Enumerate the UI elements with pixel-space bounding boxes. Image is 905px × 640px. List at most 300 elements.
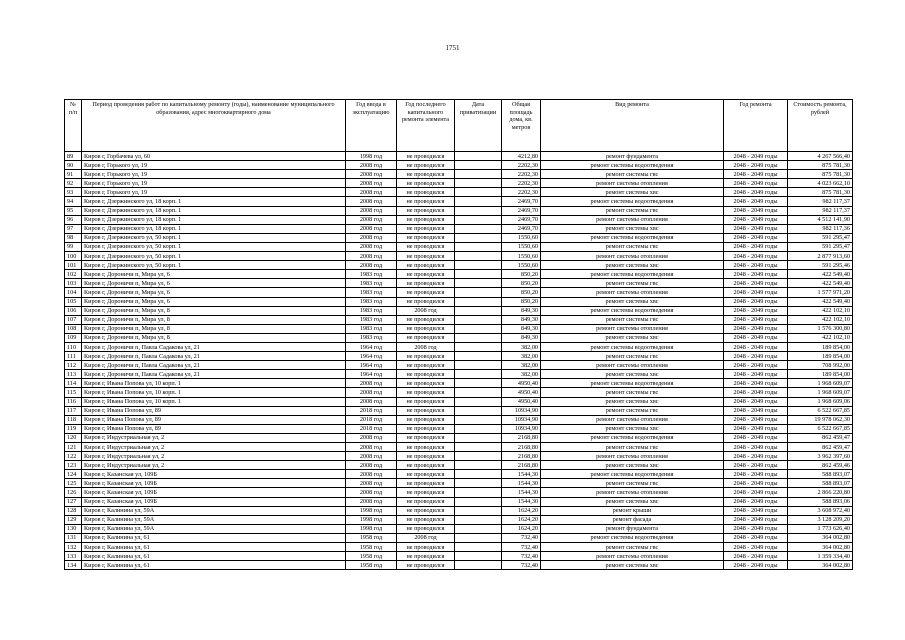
cell-address: Киров г, Дзержинского ул, 18 корп. 1 bbox=[82, 197, 346, 206]
cell-repair-year: 2048 - 2049 годы bbox=[724, 170, 788, 179]
cell-repair-cost: 708 992,00 bbox=[788, 361, 853, 370]
cell-privatization-date bbox=[455, 370, 502, 379]
cell-total-area: 849,30 bbox=[502, 324, 541, 333]
cell-repair-year: 2048 - 2049 годы bbox=[724, 279, 788, 288]
cell-repair-type: ремонт фасада bbox=[541, 515, 724, 524]
cell-address: Киров г, Дороничи п, Мира ул, 6 bbox=[82, 270, 346, 279]
cell-repair-type: ремонт системы отопления bbox=[541, 415, 724, 424]
cell-address: Киров г, Дороничи п, Мира ул, 8 bbox=[82, 333, 346, 342]
cell-privatization-date bbox=[455, 306, 502, 315]
cell-repair-type: ремонт системы гвс bbox=[541, 388, 724, 397]
cell-repair-cost: 422 549,40 bbox=[788, 297, 853, 306]
cell-commissioning-year: 2008 год bbox=[346, 161, 397, 170]
cell-total-area: 10934,90 bbox=[502, 406, 541, 415]
cell-repair-type: ремонт системы отопления bbox=[541, 361, 724, 370]
cell-address: Киров г, Дзержинского ул, 18 корп. 1 bbox=[82, 224, 346, 233]
cell-last-repair-year: не проводился bbox=[397, 479, 455, 488]
cell-repair-year: 2048 - 2049 годы bbox=[724, 288, 788, 297]
cell-commissioning-year: 2018 год bbox=[346, 415, 397, 424]
cell-privatization-date bbox=[455, 361, 502, 370]
cell-row-number: 116 bbox=[65, 397, 82, 406]
table-row bbox=[65, 152, 853, 161]
table-row bbox=[65, 370, 853, 379]
cell-commissioning-year: 2008 год bbox=[346, 188, 397, 197]
cell-commissioning-year: 1964 год bbox=[346, 370, 397, 379]
cell-address: Киров г, Казанская ул, 109Б bbox=[82, 497, 346, 506]
cell-row-number: 110 bbox=[65, 342, 82, 351]
cell-row-number: 106 bbox=[65, 306, 82, 315]
cell-address: Киров г, Калинина ул, 61 bbox=[82, 552, 346, 561]
cell-total-area: 2469,70 bbox=[502, 197, 541, 206]
cell-repair-year: 2048 - 2049 годы bbox=[724, 415, 788, 424]
cell-repair-year: 2048 - 2049 годы bbox=[724, 533, 788, 542]
table-row bbox=[65, 552, 853, 561]
cell-total-area: 2469,70 bbox=[502, 206, 541, 215]
cell-total-area: 850,20 bbox=[502, 279, 541, 288]
cell-row-number: 91 bbox=[65, 170, 82, 179]
table-row bbox=[65, 379, 853, 388]
cell-repair-year: 2048 - 2049 годы bbox=[724, 270, 788, 279]
cell-repair-year: 2048 - 2049 годы bbox=[724, 161, 788, 170]
cell-repair-year: 2048 - 2049 годы bbox=[724, 179, 788, 188]
cell-total-area: 2202,30 bbox=[502, 179, 541, 188]
cell-repair-type: ремонт системы отопления bbox=[541, 552, 724, 561]
cell-repair-type: ремонт системы отопления bbox=[541, 324, 724, 333]
cell-last-repair-year: не проводился bbox=[397, 352, 455, 361]
cell-repair-cost: 862 459,47 bbox=[788, 433, 853, 442]
cell-repair-cost: 422 102,10 bbox=[788, 306, 853, 315]
cell-last-repair-year: не проводился bbox=[397, 379, 455, 388]
cell-commissioning-year: 2008 год bbox=[346, 197, 397, 206]
cell-total-area: 4950,40 bbox=[502, 388, 541, 397]
cell-repair-cost: 364 002,80 bbox=[788, 533, 853, 542]
cell-total-area: 849,30 bbox=[502, 333, 541, 342]
cell-commissioning-year: 2008 год bbox=[346, 497, 397, 506]
cell-repair-year: 2048 - 2049 годы bbox=[724, 152, 788, 161]
cell-repair-year: 2048 - 2049 годы bbox=[724, 352, 788, 361]
cell-row-number: 105 bbox=[65, 297, 82, 306]
cell-last-repair-year: не проводился bbox=[397, 443, 455, 452]
cell-row-number: 102 bbox=[65, 270, 82, 279]
cell-repair-cost: 364 002,80 bbox=[788, 543, 853, 552]
table-row bbox=[65, 433, 853, 442]
cell-address: Киров г, Ивана Попова ул, 89 bbox=[82, 406, 346, 415]
cell-address: Киров г, Казанская ул, 109Б bbox=[82, 479, 346, 488]
cell-address: Киров г, Дороничи п, Павла Садакова ул, 21 bbox=[82, 361, 346, 370]
cell-address: Киров г, Ивана Попова ул, 10 корп. 1 bbox=[82, 397, 346, 406]
column-header-address: Период проведения работ по капитальному ремонту (годы), наименование муниципального образования, адрес многоквартирного дома bbox=[82, 100, 346, 152]
cell-address: Киров г, Дороничи п, Мира ул, 8 bbox=[82, 306, 346, 315]
cell-row-number: 94 bbox=[65, 197, 82, 206]
table-row bbox=[65, 315, 853, 324]
cell-last-repair-year: не проводился bbox=[397, 524, 455, 533]
cell-total-area: 732,40 bbox=[502, 533, 541, 542]
cell-repair-year: 2048 - 2049 годы bbox=[724, 497, 788, 506]
table-row bbox=[65, 261, 853, 270]
table-row bbox=[65, 206, 853, 215]
cell-repair-type: ремонт системы отопления bbox=[541, 215, 724, 224]
cell-privatization-date bbox=[455, 242, 502, 251]
cell-commissioning-year: 2008 год bbox=[346, 488, 397, 497]
cell-total-area: 850,20 bbox=[502, 288, 541, 297]
cell-total-area: 2168,80 bbox=[502, 461, 541, 470]
cell-row-number: 118 bbox=[65, 415, 82, 424]
cell-row-number: 104 bbox=[65, 288, 82, 297]
cell-repair-type: ремонт системы хвс bbox=[541, 424, 724, 433]
table-row bbox=[65, 333, 853, 342]
cell-last-repair-year: не проводился bbox=[397, 488, 455, 497]
cell-commissioning-year: 1983 год bbox=[346, 270, 397, 279]
cell-row-number: 133 bbox=[65, 552, 82, 561]
table-row bbox=[65, 406, 853, 415]
cell-repair-year: 2048 - 2049 годы bbox=[724, 561, 788, 570]
cell-row-number: 89 bbox=[65, 152, 82, 161]
cell-total-area: 382,00 bbox=[502, 342, 541, 351]
cell-commissioning-year: 2008 год bbox=[346, 261, 397, 270]
cell-commissioning-year: 1983 год bbox=[346, 315, 397, 324]
cell-repair-year: 2048 - 2049 годы bbox=[724, 206, 788, 215]
cell-last-repair-year: не проводился bbox=[397, 215, 455, 224]
cell-repair-cost: 6 522 667,85 bbox=[788, 424, 853, 433]
cell-repair-year: 2048 - 2049 годы bbox=[724, 370, 788, 379]
cell-repair-year: 2048 - 2049 годы bbox=[724, 488, 788, 497]
cell-repair-year: 2048 - 2049 годы bbox=[724, 461, 788, 470]
cell-repair-year: 2048 - 2049 годы bbox=[724, 524, 788, 533]
cell-privatization-date bbox=[455, 397, 502, 406]
cell-row-number: 134 bbox=[65, 561, 82, 570]
cell-last-repair-year: не проводился bbox=[397, 561, 455, 570]
cell-repair-type: ремонт системы хвс bbox=[541, 261, 724, 270]
cell-repair-type: ремонт системы хвс bbox=[541, 333, 724, 342]
cell-repair-type: ремонт системы хвс bbox=[541, 497, 724, 506]
cell-address: Киров г, Ивана Попова ул, 89 bbox=[82, 415, 346, 424]
cell-row-number: 92 bbox=[65, 179, 82, 188]
column-header-number: № п/п bbox=[65, 100, 82, 152]
table-row bbox=[65, 215, 853, 224]
table-row bbox=[65, 342, 853, 351]
cell-repair-cost: 189 854,00 bbox=[788, 352, 853, 361]
cell-total-area: 849,30 bbox=[502, 306, 541, 315]
cell-last-repair-year: не проводился bbox=[397, 452, 455, 461]
cell-last-repair-year: не проводился bbox=[397, 233, 455, 242]
cell-repair-year: 2048 - 2049 годы bbox=[724, 261, 788, 270]
cell-repair-type: ремонт системы водоотведения bbox=[541, 306, 724, 315]
cell-repair-type: ремонт системы гвс bbox=[541, 279, 724, 288]
cell-repair-year: 2048 - 2049 годы bbox=[724, 452, 788, 461]
cell-commissioning-year: 2008 год bbox=[346, 233, 397, 242]
cell-commissioning-year: 2008 год bbox=[346, 179, 397, 188]
cell-total-area: 10934,90 bbox=[502, 415, 541, 424]
cell-total-area: 1550,60 bbox=[502, 233, 541, 242]
cell-repair-type: ремонт системы водоотведения bbox=[541, 470, 724, 479]
cell-repair-cost: 591 295,47 bbox=[788, 242, 853, 251]
cell-repair-year: 2048 - 2049 годы bbox=[724, 233, 788, 242]
cell-row-number: 97 bbox=[65, 224, 82, 233]
table-row bbox=[65, 506, 853, 515]
cell-row-number: 96 bbox=[65, 215, 82, 224]
cell-last-repair-year: не проводился bbox=[397, 506, 455, 515]
cell-last-repair-year: не проводился bbox=[397, 333, 455, 342]
table-row bbox=[65, 252, 853, 261]
cell-repair-cost: 875 781,30 bbox=[788, 188, 853, 197]
column-header-repair-year: Год ремонта bbox=[724, 100, 788, 152]
cell-repair-cost: 4 512 141,90 bbox=[788, 215, 853, 224]
cell-last-repair-year: 2008 год bbox=[397, 533, 455, 542]
column-header-last-repair-year: Год последнего капитального ремонта элемента bbox=[397, 100, 455, 152]
cell-commissioning-year: 1983 год bbox=[346, 306, 397, 315]
cell-address: Киров г, Дороничи п, Мира ул, 6 bbox=[82, 279, 346, 288]
cell-repair-cost: 1 968 609,06 bbox=[788, 397, 853, 406]
cell-last-repair-year: не проводился bbox=[397, 552, 455, 561]
table-row bbox=[65, 224, 853, 233]
cell-commissioning-year: 2008 год bbox=[346, 388, 397, 397]
cell-privatization-date bbox=[455, 188, 502, 197]
cell-total-area: 1624,20 bbox=[502, 524, 541, 533]
cell-total-area: 1550,60 bbox=[502, 261, 541, 270]
cell-privatization-date bbox=[455, 170, 502, 179]
cell-privatization-date bbox=[455, 342, 502, 351]
table-row bbox=[65, 288, 853, 297]
cell-repair-year: 2048 - 2049 годы bbox=[724, 379, 788, 388]
cell-commissioning-year: 1998 год bbox=[346, 515, 397, 524]
cell-row-number: 130 bbox=[65, 524, 82, 533]
cell-address: Киров г, Ивана Попова ул, 89 bbox=[82, 424, 346, 433]
cell-repair-type: ремонт системы гвс bbox=[541, 543, 724, 552]
cell-address: Киров г, Дороничи п, Мира ул, 6 bbox=[82, 297, 346, 306]
cell-repair-type: ремонт системы отопления bbox=[541, 179, 724, 188]
cell-last-repair-year: не проводился bbox=[397, 515, 455, 524]
cell-address: Киров г, Казанская ул, 109Б bbox=[82, 488, 346, 497]
cell-repair-cost: 3 128 209,20 bbox=[788, 515, 853, 524]
table-row bbox=[65, 561, 853, 570]
cell-repair-year: 2048 - 2049 годы bbox=[724, 443, 788, 452]
cell-repair-cost: 982 117,37 bbox=[788, 197, 853, 206]
cell-commissioning-year: 2008 год bbox=[346, 379, 397, 388]
cell-repair-type: ремонт системы водоотведения bbox=[541, 197, 724, 206]
table-header bbox=[65, 100, 853, 152]
cell-total-area: 2168,80 bbox=[502, 443, 541, 452]
cell-last-repair-year: 2008 год bbox=[397, 342, 455, 351]
cell-last-repair-year: не проводился bbox=[397, 188, 455, 197]
cell-address: Киров г, Дзержинского ул, 50 корп. 1 bbox=[82, 261, 346, 270]
cell-repair-year: 2048 - 2049 годы bbox=[724, 306, 788, 315]
page-number: 1751 bbox=[445, 44, 460, 52]
cell-commissioning-year: 1958 год bbox=[346, 543, 397, 552]
cell-repair-year: 2048 - 2049 годы bbox=[724, 252, 788, 261]
table-row bbox=[65, 352, 853, 361]
cell-address: Киров г, Дзержинского ул, 50 корп. 1 bbox=[82, 252, 346, 261]
cell-row-number: 101 bbox=[65, 261, 82, 270]
cell-total-area: 732,40 bbox=[502, 552, 541, 561]
cell-total-area: 2202,30 bbox=[502, 170, 541, 179]
table-row bbox=[65, 479, 853, 488]
cell-repair-year: 2048 - 2049 годы bbox=[724, 324, 788, 333]
cell-address: Киров г, Калинина ул, 61 bbox=[82, 533, 346, 542]
cell-repair-year: 2048 - 2049 годы bbox=[724, 406, 788, 415]
cell-privatization-date bbox=[455, 506, 502, 515]
cell-commissioning-year: 1983 год bbox=[346, 279, 397, 288]
column-header-repair-type: Вид ремонта bbox=[541, 100, 724, 152]
cell-privatization-date bbox=[455, 533, 502, 542]
cell-commissioning-year: 2008 год bbox=[346, 461, 397, 470]
cell-last-repair-year: не проводился bbox=[397, 461, 455, 470]
cell-commissioning-year: 2008 год bbox=[346, 206, 397, 215]
cell-privatization-date bbox=[455, 233, 502, 242]
table-row bbox=[65, 279, 853, 288]
table-row bbox=[65, 242, 853, 251]
cell-last-repair-year: не проводился bbox=[397, 270, 455, 279]
cell-total-area: 1544,30 bbox=[502, 470, 541, 479]
cell-total-area: 1544,30 bbox=[502, 488, 541, 497]
cell-commissioning-year: 2008 год bbox=[346, 452, 397, 461]
cell-repair-type: ремонт системы гвс bbox=[541, 352, 724, 361]
cell-total-area: 2469,70 bbox=[502, 224, 541, 233]
cell-repair-cost: 875 781,30 bbox=[788, 170, 853, 179]
cell-repair-cost: 1 968 609,07 bbox=[788, 388, 853, 397]
cell-total-area: 850,20 bbox=[502, 297, 541, 306]
cell-row-number: 117 bbox=[65, 406, 82, 415]
cell-repair-cost: 1 576 300,80 bbox=[788, 324, 853, 333]
cell-last-repair-year: не проводился bbox=[397, 224, 455, 233]
cell-repair-year: 2048 - 2049 годы bbox=[724, 479, 788, 488]
cell-row-number: 99 bbox=[65, 242, 82, 251]
table-row bbox=[65, 161, 853, 170]
cell-privatization-date bbox=[455, 206, 502, 215]
cell-address: Киров г, Дзержинского ул, 18 корп. 1 bbox=[82, 215, 346, 224]
cell-repair-year: 2048 - 2049 годы bbox=[724, 543, 788, 552]
cell-repair-cost: 1 359 334,40 bbox=[788, 552, 853, 561]
cell-address: Киров г, Калинина ул, 61 bbox=[82, 543, 346, 552]
cell-repair-year: 2048 - 2049 годы bbox=[724, 333, 788, 342]
cell-repair-year: 2048 - 2049 годы bbox=[724, 242, 788, 251]
cell-total-area: 4950,40 bbox=[502, 379, 541, 388]
cell-privatization-date bbox=[455, 515, 502, 524]
cell-repair-cost: 1 968 609,07 bbox=[788, 379, 853, 388]
column-header-privatization-date: Дата приватизации bbox=[455, 100, 502, 152]
cell-commissioning-year: 2008 год bbox=[346, 252, 397, 261]
cell-address: Киров г, Дороничи п, Павла Садакова ул, 21 bbox=[82, 370, 346, 379]
table-row bbox=[65, 488, 853, 497]
cell-commissioning-year: 2018 год bbox=[346, 406, 397, 415]
cell-privatization-date bbox=[455, 497, 502, 506]
cell-last-repair-year: 2008 год bbox=[397, 306, 455, 315]
cell-repair-cost: 364 002,80 bbox=[788, 561, 853, 570]
cell-last-repair-year: не проводился bbox=[397, 424, 455, 433]
cell-commissioning-year: 2008 год bbox=[346, 397, 397, 406]
cell-privatization-date bbox=[455, 424, 502, 433]
cell-repair-cost: 875 781,30 bbox=[788, 161, 853, 170]
cell-row-number: 128 bbox=[65, 506, 82, 515]
cell-privatization-date bbox=[455, 270, 502, 279]
cell-last-repair-year: не проводился bbox=[397, 361, 455, 370]
cell-privatization-date bbox=[455, 333, 502, 342]
cell-last-repair-year: не проводился bbox=[397, 206, 455, 215]
cell-last-repair-year: не проводился bbox=[397, 279, 455, 288]
column-header-total-area: Общая площадь дома, кв. метров bbox=[502, 100, 541, 152]
cell-total-area: 382,00 bbox=[502, 361, 541, 370]
table-row bbox=[65, 424, 853, 433]
table-body bbox=[65, 152, 853, 570]
cell-commissioning-year: 1958 год bbox=[346, 552, 397, 561]
cell-privatization-date bbox=[455, 524, 502, 533]
cell-total-area: 2202,30 bbox=[502, 188, 541, 197]
cell-commissioning-year: 1998 год bbox=[346, 152, 397, 161]
cell-row-number: 119 bbox=[65, 424, 82, 433]
cell-repair-year: 2048 - 2049 годы bbox=[724, 215, 788, 224]
cell-repair-type: ремонт системы водоотведения bbox=[541, 379, 724, 388]
cell-repair-type: ремонт системы хвс bbox=[541, 370, 724, 379]
cell-total-area: 1550,60 bbox=[502, 252, 541, 261]
cell-row-number: 113 bbox=[65, 370, 82, 379]
cell-repair-type: ремонт системы гвс bbox=[541, 206, 724, 215]
cell-repair-type: ремонт системы водоотведения bbox=[541, 433, 724, 442]
cell-row-number: 129 bbox=[65, 515, 82, 524]
cell-address: Киров г, Дороничи п, Павла Садакова ул, 21 bbox=[82, 342, 346, 351]
table-row bbox=[65, 197, 853, 206]
cell-repair-type: ремонт системы хвс bbox=[541, 297, 724, 306]
cell-address: Киров г, Дзержинского ул, 18 корп. 1 bbox=[82, 206, 346, 215]
cell-repair-cost: 3 608 972,40 bbox=[788, 506, 853, 515]
cell-commissioning-year: 2008 год bbox=[346, 479, 397, 488]
cell-privatization-date bbox=[455, 415, 502, 424]
cell-row-number: 111 bbox=[65, 352, 82, 361]
table-row bbox=[65, 306, 853, 315]
cell-privatization-date bbox=[455, 433, 502, 442]
table-row bbox=[65, 452, 853, 461]
table-row bbox=[65, 524, 853, 533]
cell-repair-cost: 3 962 397,60 bbox=[788, 452, 853, 461]
cell-repair-year: 2048 - 2049 годы bbox=[724, 297, 788, 306]
cell-row-number: 124 bbox=[65, 470, 82, 479]
cell-row-number: 107 bbox=[65, 315, 82, 324]
cell-total-area: 2168,80 bbox=[502, 452, 541, 461]
cell-address: Киров г, Калинина ул, 59А bbox=[82, 515, 346, 524]
table-row bbox=[65, 233, 853, 242]
cell-last-repair-year: не проводился bbox=[397, 179, 455, 188]
cell-address: Киров г, Ивана Попова ул, 10 корп. 1 bbox=[82, 388, 346, 397]
cell-total-area: 732,40 bbox=[502, 561, 541, 570]
cell-repair-type: ремонт системы водоотведения bbox=[541, 533, 724, 542]
table-row bbox=[65, 533, 853, 542]
cell-repair-cost: 982 117,37 bbox=[788, 206, 853, 215]
cell-repair-cost: 588 893,06 bbox=[788, 497, 853, 506]
cell-last-repair-year: не проводился bbox=[397, 288, 455, 297]
cell-address: Киров г, Горького ул, 19 bbox=[82, 188, 346, 197]
cell-repair-year: 2048 - 2049 годы bbox=[724, 397, 788, 406]
cell-repair-type: ремонт системы водоотведения bbox=[541, 270, 724, 279]
cell-privatization-date bbox=[455, 352, 502, 361]
cell-commissioning-year: 1964 год bbox=[346, 361, 397, 370]
cell-commissioning-year: 1983 год bbox=[346, 288, 397, 297]
cell-commissioning-year: 1964 год bbox=[346, 352, 397, 361]
cell-row-number: 115 bbox=[65, 388, 82, 397]
cell-address: Киров г, Индустриальная ул, 2 bbox=[82, 443, 346, 452]
cell-row-number: 127 bbox=[65, 497, 82, 506]
cell-privatization-date bbox=[455, 161, 502, 170]
cell-repair-cost: 862 459,47 bbox=[788, 443, 853, 452]
cell-privatization-date bbox=[455, 252, 502, 261]
cell-privatization-date bbox=[455, 279, 502, 288]
cell-privatization-date bbox=[455, 406, 502, 415]
cell-repair-year: 2048 - 2049 годы bbox=[724, 552, 788, 561]
cell-commissioning-year: 2018 год bbox=[346, 424, 397, 433]
cell-row-number: 131 bbox=[65, 533, 82, 542]
cell-repair-cost: 862 459,46 bbox=[788, 461, 853, 470]
cell-repair-cost: 422 102,10 bbox=[788, 315, 853, 324]
cell-repair-cost: 591 295,47 bbox=[788, 233, 853, 242]
column-header-commissioning-year: Год ввода в эксплуатацию bbox=[346, 100, 397, 152]
cell-address: Киров г, Горбачева ул, 60 bbox=[82, 152, 346, 161]
